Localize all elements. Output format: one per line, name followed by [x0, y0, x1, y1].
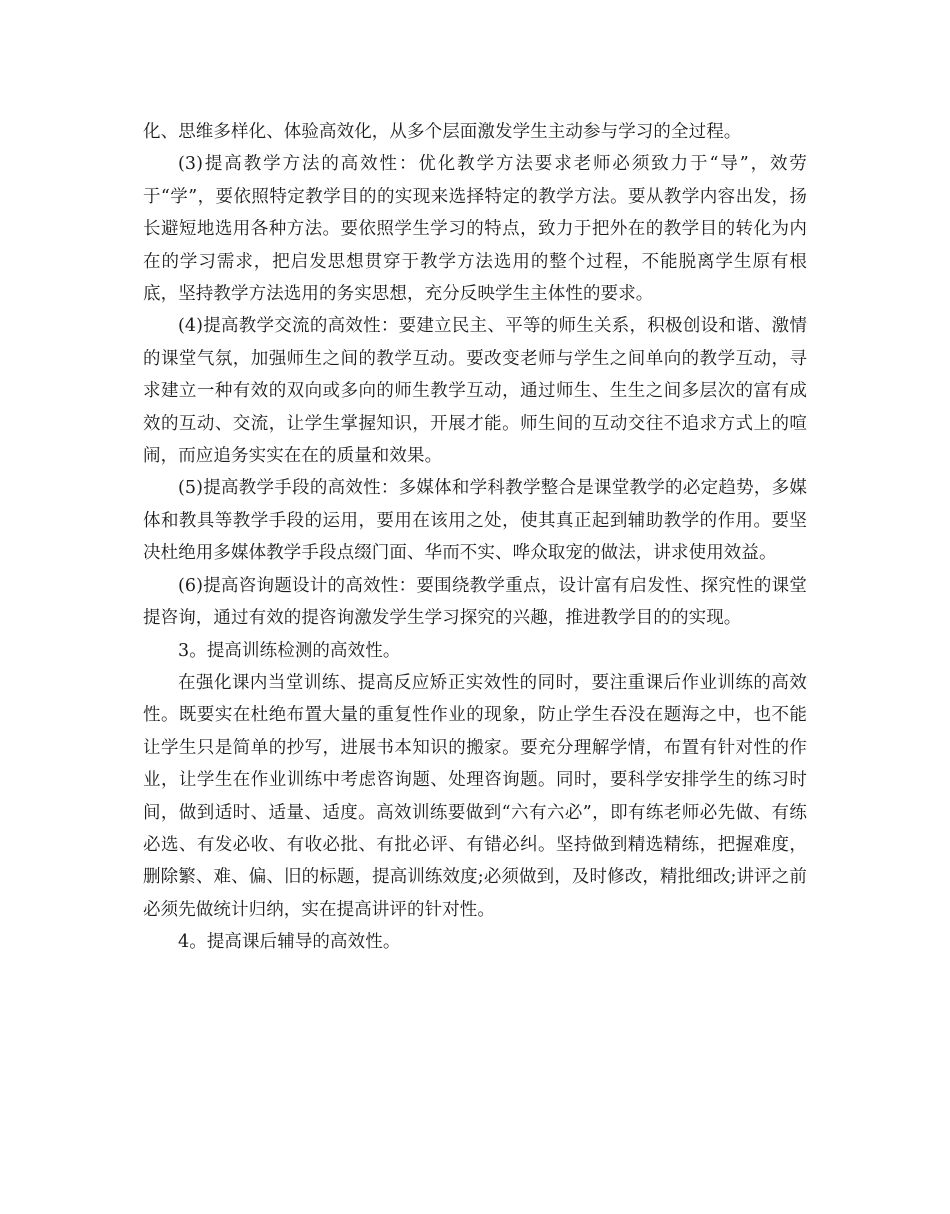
section-heading-4: 4。提高课后辅导的高效性。: [178, 932, 401, 953]
section-heading-3: 3。提高训练检测的高效性。: [178, 640, 401, 661]
document-page: [143, 116, 807, 959]
paragraph-2: (3)提高教学方法的高效性：优化教学方法要求老师必须致力于“导”，效劳于“学”，要依照特定教学目的的实现来选择特定的教学方法。要从教学内容出发，扬长避短地选用各种方法。要依照学生学习的特点，致力于把外在的教学目的转化为内在的学习需求，把启发思想贯穿于教学方法选用的整个过程，不能脱离学生原有根底，坚持教学方法选用的务实思想，充分反映学生主体性的要求。: [143, 154, 807, 305]
paragraph-1: 化、思维多样化、体验高效化，从多个层面激发学生主动参与学习的全过程。: [143, 122, 742, 142]
paragraph-5: (6)提高咨询题设计的高效性：要围绕教学重点，设计富有启发性、探究性的课堂提咨询，通过有效的提咨询激发学生学习探究的兴趣，推进教学目的的实现。: [143, 575, 807, 629]
paragraph-4: (5)提高教学手段的高效性：多媒体和学科教学整合是课堂教学的必定趋势，多媒体和教具等教学手段的运用，要用在该用之处，使其真正起到辅助教学的作用。要坚决杜绝用多媒体教学手段点缀门面、华而不实、哗众取宠的做法，讲求使用效益。: [143, 478, 807, 564]
paragraph-3: (4)提高教学交流的高效性：要建立民主、平等的师生关系，积极创设和谐、激情的课堂气氛，加强师生之间的教学互动。要改变老师与学生之间单向的教学互动，寻求建立一种有效的双向或多向的师生教学互动，通过师生、生生之间多层次的富有成效的互动、交流，让学生掌握知识，开展才能。师生间的互动交往不追求方式上的喧闹，而应追务实实在在的质量和效果。: [143, 316, 807, 467]
paragraph-6: 在强化课内当堂训练、提高反应矫正实效性的同时，要注重课后作业训练的高效性。既要实在杜绝布置大量的重复性作业的现象，防止学生吞没在题海之中，也不能让学生只是简单的抄写，进展书本知识的搬家。要充分理解学情，布置有针对性的作业，让学生在作业训练中考虑咨询题、处理咨询题。同时，要科学安排学生的练习时间，做到适时、适量、适度。高效训练要做到“六有六必”，即有练老师必先做、有练必选、有发必收、有收必批、有批必评、有错必纠。坚持做到精选精练，把握难度，删除繁、难、偏、旧的标题，提高训练效度;必须做到，及时修改，精批细改;讲评之前必须先做统计归纳，实在提高讲评的针对性。: [143, 672, 807, 920]
